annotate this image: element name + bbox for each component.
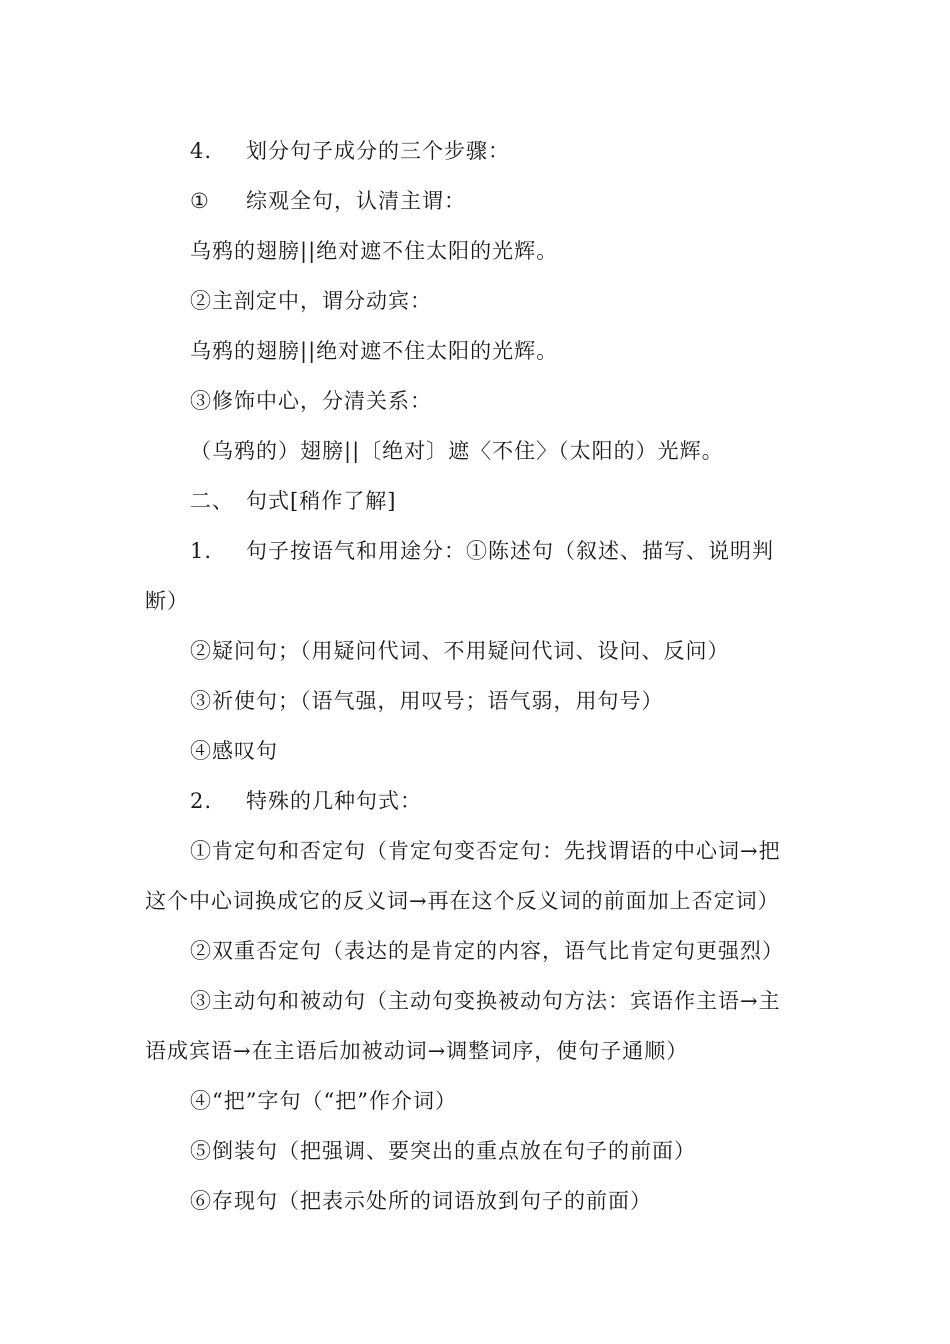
list-item: ⑥存现句（把表示处所的词语放到句子的前面） (190, 1189, 652, 1213)
item-text: 综观全句，认清主谓： (246, 189, 466, 213)
numbered-item (190, 536, 774, 566)
heading-text: 划分句子成分的三个步骤： (246, 139, 510, 163)
list-number: ① (190, 189, 210, 213)
numbered-item (190, 786, 422, 816)
list-item: ②疑问句；（用疑问代词、不用疑问代词、设问、反问） (190, 639, 730, 663)
list-number: 4. (190, 139, 213, 163)
list-number: 1. (190, 539, 213, 563)
item-text: 特殊的几种句式： (246, 789, 422, 813)
list-item: ③主动句和被动句（主动句变换被动句方法：宾语作主语→主 (190, 989, 781, 1013)
list-item: ①肯定句和否定句（肯定句变否定句：先找谓语的中心词→把 (190, 839, 781, 863)
step-heading (190, 136, 510, 166)
section-title: 句式[稍作了解] (246, 489, 397, 513)
step-item: ②主剖定中，谓分动宾： (190, 289, 432, 313)
list-item: ④“把”字句（“把”作介词） (190, 1089, 457, 1113)
section-number: 二、 (190, 489, 234, 513)
continuation-line: 语成宾语→在主语后加被动词→调整词序，使句子通顺） (145, 1039, 689, 1063)
continuation-line: 断） (145, 589, 189, 613)
item-text: 句子按语气和用途分：①陈述句（叙述、描写、说明判 (246, 539, 774, 563)
example-sentence: 乌鸦的翅膀||绝对遮不住太阳的光辉。 (190, 339, 559, 363)
list-item: ③祈使句；（语气强，用叹号；语气弱，用句号） (190, 689, 664, 713)
example-sentence: 乌鸦的翅膀||绝对遮不住太阳的光辉。 (190, 239, 559, 263)
step-item (190, 186, 466, 216)
continuation-line: 这个中心词换成它的反义词→再在这个反义词的前面加上否定词） (145, 889, 780, 913)
list-item: ④感叹句 (190, 739, 278, 763)
step-item: ③修饰中心，分清关系： (190, 389, 432, 413)
section-heading (190, 486, 396, 516)
list-item: ②双重否定句（表达的是肯定的内容，语气比肯定句更强烈） (190, 939, 784, 963)
list-number: 2. (190, 789, 213, 813)
list-item: ⑤倒装句（把强调、要突出的重点放在句子的前面） (190, 1139, 696, 1163)
example-sentence: （乌鸦的）翅膀||〔绝对〕遮〈不住〉（太阳的）光辉。 (190, 439, 724, 463)
